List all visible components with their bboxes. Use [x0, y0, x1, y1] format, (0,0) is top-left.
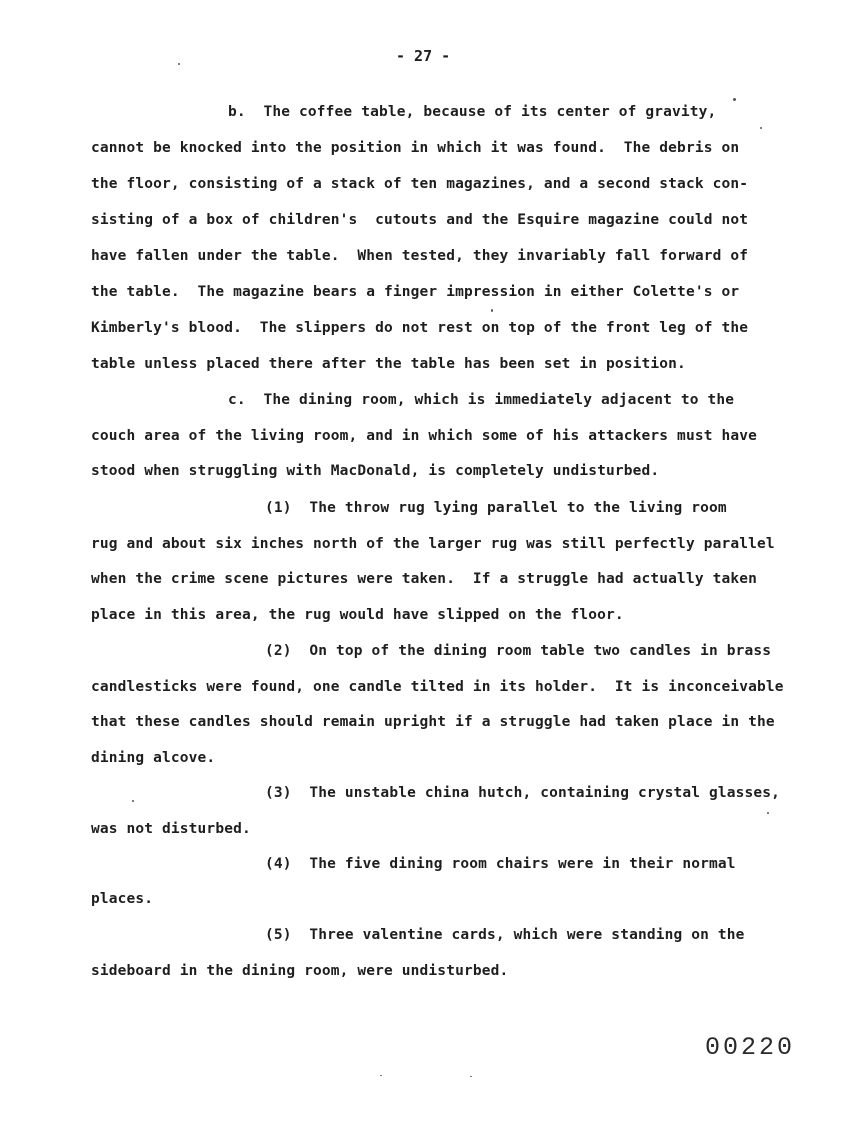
scan-speck: [178, 63, 180, 65]
document-number-stamp: 00220: [705, 1033, 796, 1062]
scan-speck: [132, 800, 134, 802]
text-line: (3) The unstable china hutch, containing crystal glasses,: [265, 785, 781, 801]
text-line: b. The coffee table, because of its center of gravity,: [228, 104, 717, 120]
text-line: that these candles should remain upright if a struggle had taken place in the: [91, 714, 775, 730]
text-line: rug and about six inches north of the larger rug was still perfectly parallel: [91, 536, 775, 552]
text-line: candlesticks were found, one candle tilted in its holder. It is inconceivable: [91, 679, 784, 695]
text-line: have fallen under the table. When tested, they invariably fall forward of: [91, 248, 749, 264]
scan-speck: [733, 98, 736, 101]
text-line: (2) On top of the dining room table two candles in brass: [265, 643, 772, 659]
page-number: - 27 -: [396, 47, 451, 65]
text-line: places.: [91, 891, 154, 907]
text-line: (5) Three valentine cards, which were standing on the: [265, 927, 745, 943]
scan-speck: [380, 1075, 382, 1076]
text-line: sisting of a box of children's cutouts and the Esquire magazine could not: [91, 212, 749, 228]
text-line: table unless placed there after the table has been set in position.: [91, 356, 686, 372]
text-line: dining alcove.: [91, 750, 216, 766]
text-line: the table. The magazine bears a finger impression in either Colette's or: [91, 284, 740, 300]
text-line: when the crime scene pictures were taken. If a struggle had actually taken: [91, 571, 757, 587]
text-line: the floor, consisting of a stack of ten magazines, and a second stack con-: [91, 176, 749, 192]
scan-speck: [491, 309, 493, 312]
text-line: (4) The five dining room chairs were in their normal: [265, 856, 736, 872]
scan-speck: [760, 127, 762, 129]
text-line: was not disturbed.: [91, 821, 251, 837]
text-line: couch area of the living room, and in which some of his attackers must have: [91, 428, 757, 444]
text-line: stood when struggling with MacDonald, is completely undisturbed.: [91, 463, 660, 479]
text-line: Kimberly's blood. The slippers do not rest on top of the front leg of the: [91, 320, 749, 336]
text-line: place in this area, the rug would have slipped on the floor.: [91, 607, 624, 623]
text-line: sideboard in the dining room, were undisturbed.: [91, 963, 509, 979]
scan-speck: [767, 812, 769, 814]
text-line: (1) The throw rug lying parallel to the living room: [265, 500, 727, 516]
text-line: c. The dining room, which is immediately adjacent to the: [228, 392, 735, 408]
scan-speck: [470, 1076, 472, 1077]
text-line: cannot be knocked into the position in which it was found. The debris on: [91, 140, 740, 156]
